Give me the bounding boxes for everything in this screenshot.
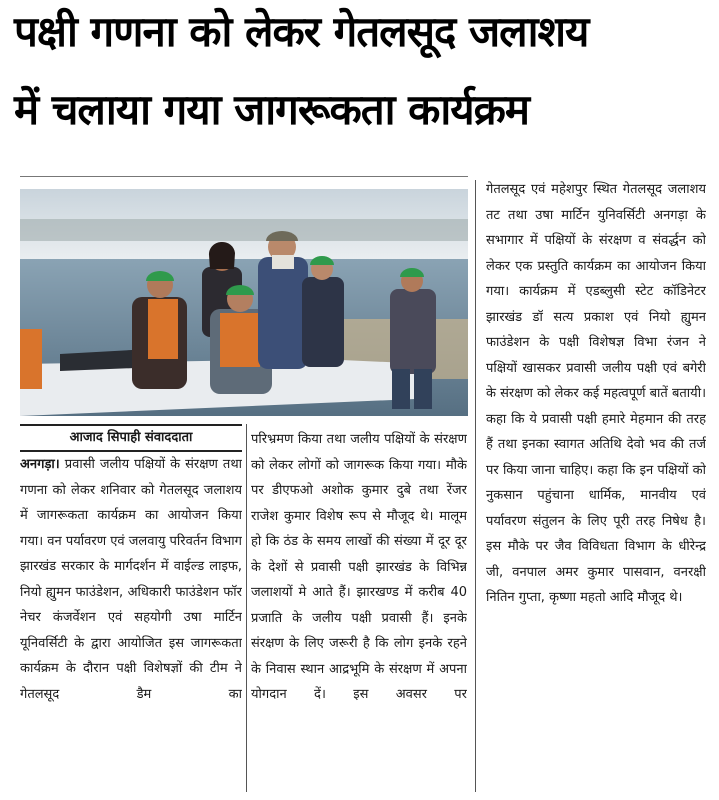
dateline: अनगड़ा। [20, 457, 60, 472]
news-photo [20, 189, 468, 416]
article-text: परिभ्रमण किया तथा जलीय पक्षियों के संरक्षण को लेकर लोगों को जागरूक किया गया। मौके पर डीएफओ अशोक कुमार दुबे तथा रेंजर राजेश कुमार विशेष रूप से मौजूद थे। मालूम हो कि ठंड के समय लाखों की संख्या में दूर दूर के देशों से प्रवासी पक्षी झारखंड के विभिन्न जलाशयों मे आते हैं। झारखण्ड में करीब 40 प्रजाति के जलीय पक्षी प्रवासी हैं। इनके संरक्षण के लिए जरूरी है कि लोग इनके रहने के निवास स्थान आद्रभूमि के संरक्षण में अपना योगदान दें। इस अवसर पर [251, 432, 467, 702]
headline [14, 6, 714, 136]
headline-line-2: में चलाया गया जागरूकता कार्यक्रम [14, 85, 530, 134]
headline-divider [20, 176, 468, 177]
article-column-3 [486, 177, 706, 792]
article-column-1 [20, 452, 242, 792]
boat-people-illustration [20, 189, 468, 416]
column-divider [475, 180, 476, 792]
column-divider [246, 424, 247, 792]
article-text: प्रवासी जलीय पक्षियों के संरक्षण तथा गणना को लेकर शनिवार को गेतलसूद जलाशय में जागरूकता कार्यक्रम का आयोजन किया गया। वन पर्यावरण एवं जलवायु परिवर्तन विभाग झारखंड सरकार के मार्गदर्शन में वाईल्ड लाइफ, नियो ह्युमन फाउंडेशन, अधिकारी फाउंडेशन फॉर नेचर कंजर्वेशन एवं सहयोगी उषा मार्टिन यूनिवर्सिटी के द्वारा आयोजित इस जागरूकता कार्यक्रम के दौरान पक्षी विशेषज्ञों की टीम ने गेतलसूद डैम का [20, 457, 242, 702]
article-paragraph [20, 452, 242, 707]
article-column-2 [251, 427, 467, 792]
byline: आजाद सिपाही संवाददाता [20, 424, 242, 452]
article-text: गेतलसूद एवं महेशपुर स्थित गेतलसूद जलाशय तट तथा उषा मार्टिन युनिवर्सिटी अनगड़ा के सभागार में पक्षियों के संरक्षण व संवर्द्धन को लेकर एक प्रस्तुति कार्यक्रम का आयोजन किया गया। कार्यक्रम में एडब्लुसी स्टेट कॉडिनेटर झारखंड डॉ सत्य प्रकाश एवं नियो ह्युमन फाउंडेशन के पक्षी विशेषज्ञ विभा रंजन ने पक्षियों खासकर प्रवासी जलीय पक्षी एवं बगेरी के संरक्षण को लेकर कई महत्वपूर्ण बातें बतायी। कहा कि ये प्रवासी पक्षी हमारे मेहमान की तरह हैं तथा इनका स्वागत अतिथि देवो भव की तर्ज पर किया जाना चाहिए। कहा कि इन पक्षियों को नुकसान पहुंचाना धार्मिक, मानवीय एवं पर्यावरण संतुलन के लिए पूरी तरह निषेध है। इस मौके पर जैव विविधता विभाग के धीरेन्द्र जी, वनपाल अमर कुमार पासवान, वनरक्षी नितिन गुप्ता, कृष्णा महतो आदि मौजूद थे। [486, 182, 706, 605]
headline-line-1: पक्षी गणना को लेकर गेतलसूद जलाशय [14, 7, 589, 56]
